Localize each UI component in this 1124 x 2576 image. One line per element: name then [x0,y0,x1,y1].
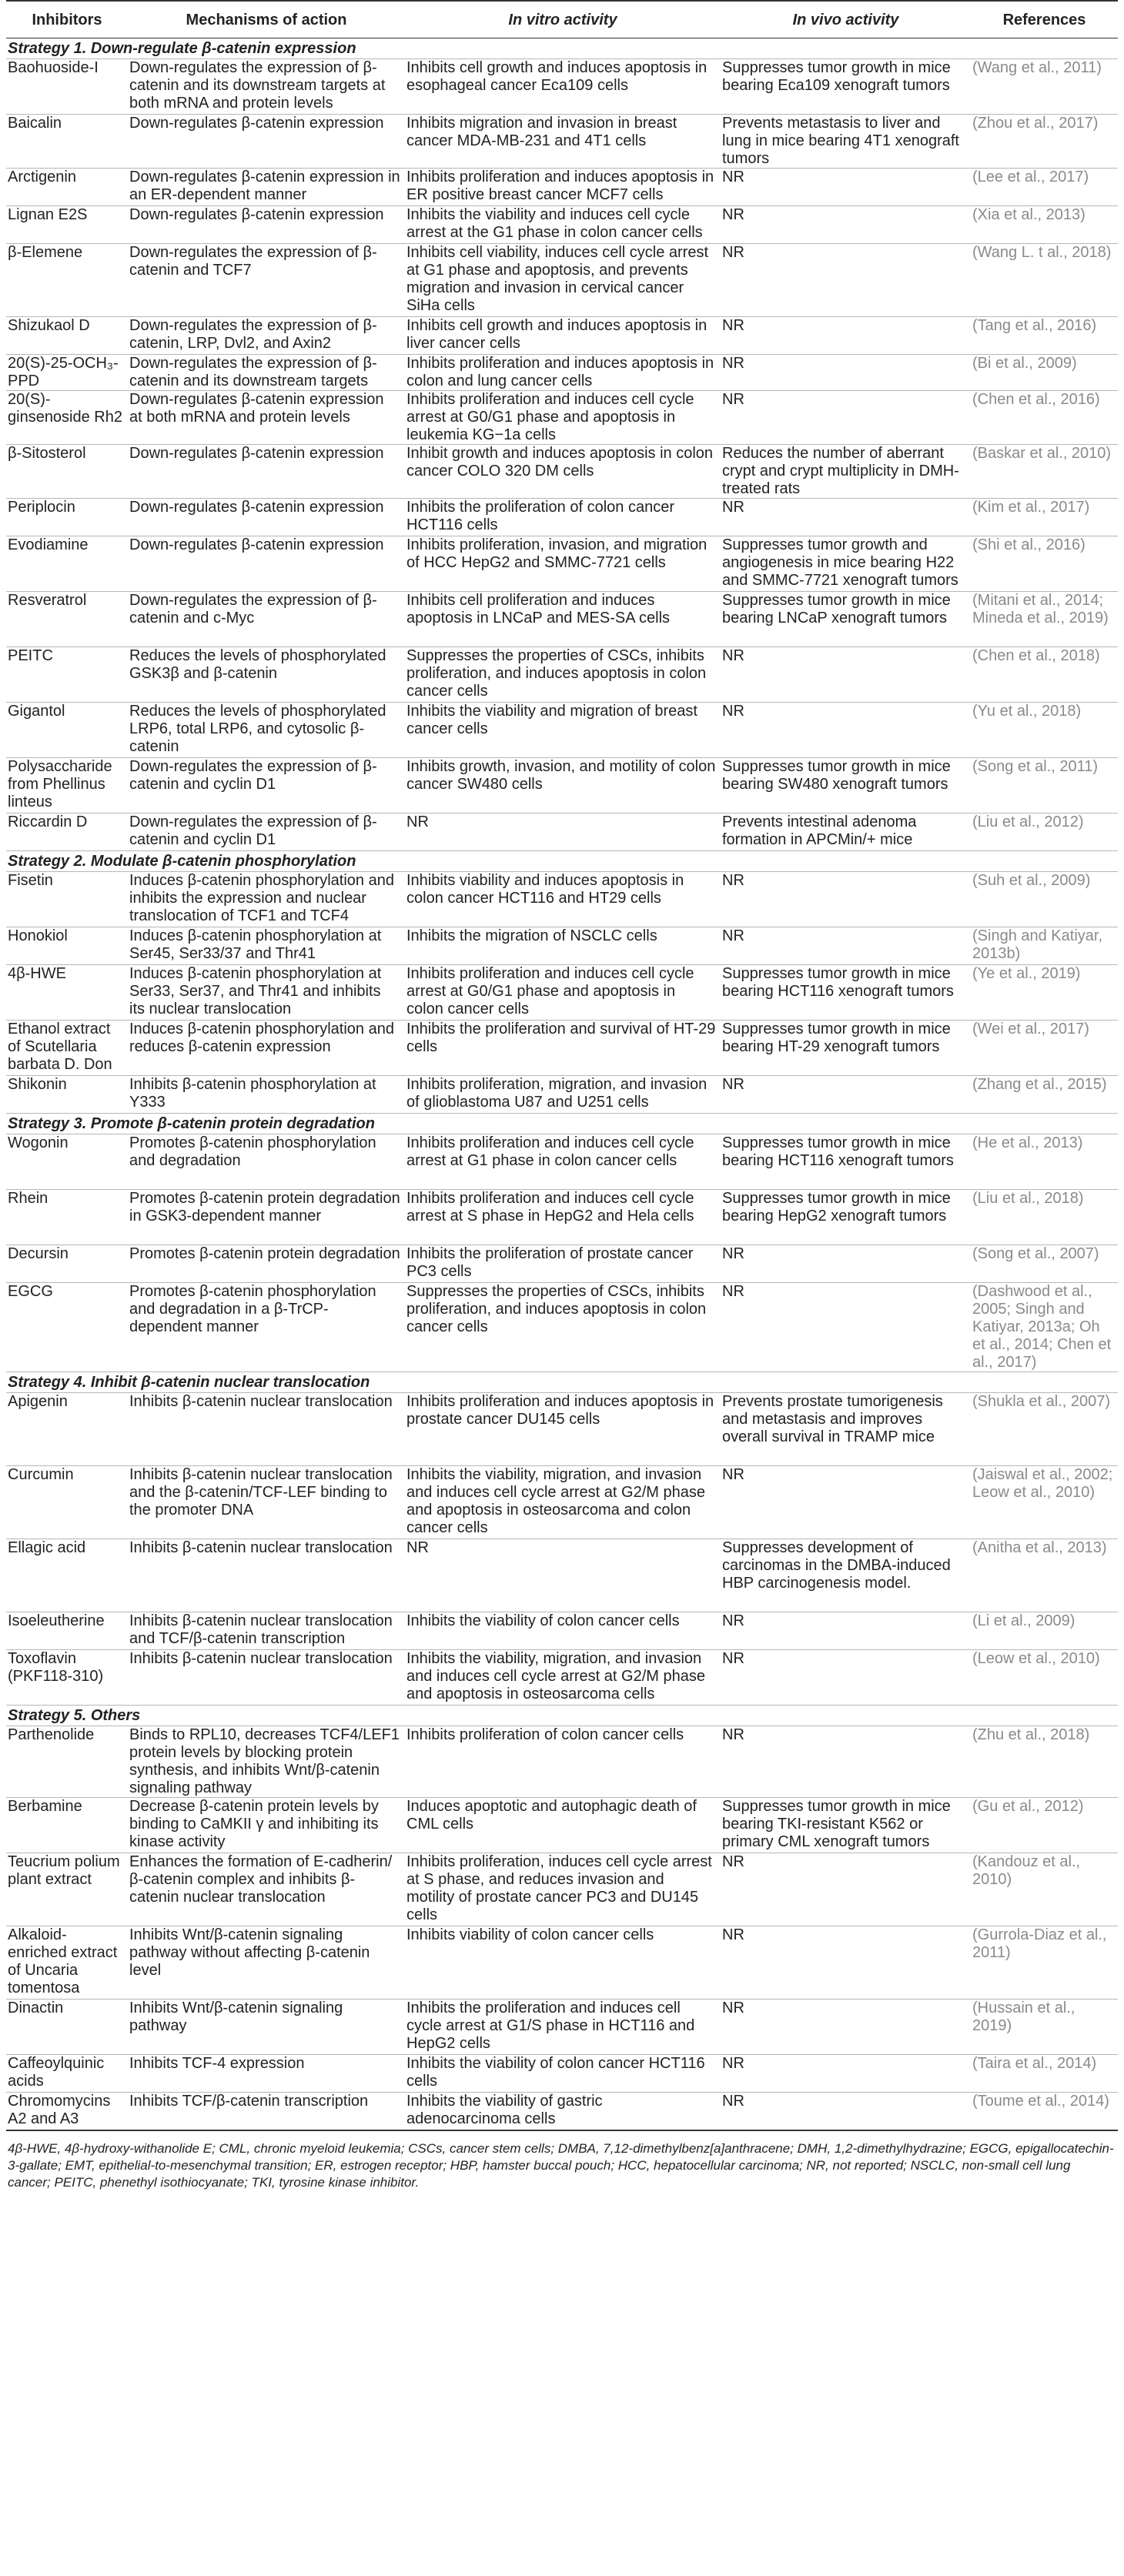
reference-cell: (Zhou et al., 2017) [971,115,1118,169]
reference-cell: (Li et al., 2009) [971,1612,1118,1650]
reference-cell: (Wang L. t al., 2018) [971,244,1118,317]
inhibitor-cell: Shikonin [6,1076,128,1114]
in-vivo-cell: Suppresses tumor growth in mice bearing Eca109 xenograft tumors [721,59,971,115]
inhibitor-cell: Baohuoside-I [6,59,128,115]
header-in-vivo: In vivo activity [721,1,971,38]
mechanism-cell: Down-regulates β-catenin expression at both mRNA and protein levels [128,391,405,445]
table-row [6,1926,1118,2000]
table-row [6,927,1118,965]
table-row [6,2000,1118,2055]
in-vivo-cell: Suppresses tumor growth in mice bearing HCT116 xenograft tumors [721,965,971,1021]
mechanism-cell: Down-regulates β-catenin expression [128,536,405,592]
in-vivo-cell: Suppresses development of carcinomas in the DMBA-induced HBP carcinogenesis model. [721,1539,971,1612]
inhibitor-cell: Chromomycins A2 and A3 [6,2093,128,2131]
header-in-vitro: In vitro activity [405,1,721,38]
inhibitor-cell: Baicalin [6,115,128,169]
inhibitor-cell: Lignan E2S [6,206,128,244]
reference-cell: (Zhu et al., 2018) [971,1726,1118,1798]
mechanism-cell: Induces β-catenin phosphorylation at Ser33, Ser37, and Thr41 and inhibits its nuclear translocation [128,965,405,1021]
header-inhibitors: Inhibitors [6,1,128,38]
in-vitro-cell: Inhibits proliferation and induces apoptosis in prostate cancer DU145 cells [405,1393,721,1466]
in-vitro-cell: Inhibits cell proliferation and induces apoptosis in LNCaP and MES-SA cells [405,592,721,647]
reference-cell: (Yu et al., 2018) [971,703,1118,758]
in-vivo-cell: NR [721,703,971,758]
in-vivo-cell: NR [721,1076,971,1114]
table-row [6,1134,1118,1190]
in-vivo-cell: NR [721,244,971,317]
table-row [6,2055,1118,2093]
inhibitor-cell: 20(S)-25-OCH₃-PPD [6,355,128,391]
in-vivo-cell: NR [721,317,971,355]
inhibitor-cell: Ethanol extract of Scutellaria barbata D. Don [6,1021,128,1076]
mechanism-cell: Inhibits Wnt/β-catenin signaling pathway [128,2000,405,2055]
table-body [6,38,1118,2131]
in-vivo-cell: NR [721,2000,971,2055]
in-vitro-cell: Inhibits the viability and migration of breast cancer cells [405,703,721,758]
mechanism-cell: Down-regulates the expression of β-catenin and its downstream targets [128,355,405,391]
in-vitro-cell: Inhibits cell growth and induces apoptosis in esophageal cancer Eca109 cells [405,59,721,115]
inhibitor-cell: Decursin [6,1245,128,1283]
reference-cell: (Chen et al., 2016) [971,391,1118,445]
inhibitor-cell: Curcumin [6,1466,128,1539]
in-vivo-cell: NR [721,391,971,445]
reference-cell: (Anitha et al., 2013) [971,1539,1118,1612]
mechanism-cell: Induces β-catenin phosphorylation and inhibits the expression and nuclear translocation of TCF1 and TCF4 [128,872,405,927]
mechanism-cell: Inhibits β-catenin nuclear translocation [128,1650,405,1706]
reference-cell: (Suh et al., 2009) [971,872,1118,927]
mechanism-cell: Enhances the formation of E-cadherin/β-catenin complex and inhibits β-catenin nuclear translocation [128,1853,405,1926]
in-vitro-cell: Inhibits growth, invasion, and motility of colon cancer SW480 cells [405,758,721,814]
strategy-heading-row [6,1372,1118,1393]
mechanism-cell: Down-regulates the expression of β-catenin and cyclin D1 [128,758,405,814]
reference-cell: (Shi et al., 2016) [971,536,1118,592]
table-row [6,391,1118,445]
table-row [6,592,1118,647]
table-row [6,872,1118,927]
reference-cell: (Wei et al., 2017) [971,1021,1118,1076]
table-row [6,59,1118,115]
reference-cell: (Song et al., 2007) [971,1245,1118,1283]
in-vivo-cell: NR [721,1612,971,1650]
mechanism-cell: Induces β-catenin phosphorylation at Ser45, Ser33/37 and Thr41 [128,927,405,965]
mechanism-cell: Inhibits TCF-4 expression [128,2055,405,2093]
table-row [6,499,1118,536]
table-row [6,1853,1118,1926]
reference-cell: (Wang et al., 2011) [971,59,1118,115]
in-vitro-cell: Inhibits the viability, migration, and invasion and induces cell cycle arrest at G2/M phase and apoptosis in osteosarcoma cells [405,1650,721,1706]
in-vitro-cell: Inhibit growth and induces apoptosis in colon cancer COLO 320 DM cells [405,445,721,499]
inhibitor-cell: Teucrium polium plant extract [6,1853,128,1926]
reference-cell: (He et al., 2013) [971,1134,1118,1190]
mechanism-cell: Promotes β-catenin protein degradation [128,1245,405,1283]
in-vitro-cell: Inhibits cell growth and induces apoptosis in liver cancer cells [405,317,721,355]
in-vitro-cell: Inhibits the proliferation and survival of HT-29 cells [405,1021,721,1076]
in-vivo-cell: NR [721,872,971,927]
mechanism-cell: Binds to RPL10, decreases TCF4/LEF1 protein levels by blocking protein synthesis, and inhibits Wnt/β-catenin signaling pathway [128,1726,405,1798]
reference-cell: (Gu et al., 2012) [971,1798,1118,1853]
inhibitor-cell: Caffeoylquinic acids [6,2055,128,2093]
inhibitor-cell: 20(S)-ginsenoside Rh2 [6,391,128,445]
mechanism-cell: Inhibits β-catenin nuclear translocation [128,1539,405,1612]
table-row [6,965,1118,1021]
reference-cell: (Kandouz et al., 2010) [971,1853,1118,1926]
strategy-heading-row [6,1114,1118,1134]
mechanism-cell: Down-regulates the expression of β-catenin, LRP, Dvl2, and Axin2 [128,317,405,355]
reference-cell: (Chen et al., 2018) [971,647,1118,703]
inhibitor-cell: Riccardin D [6,814,128,851]
reference-cell: (Gurrola-Diaz et al., 2011) [971,1926,1118,2000]
inhibitor-cell: β-Elemene [6,244,128,317]
strategy-heading: Strategy 4. Inhibit β-catenin nuclear translocation [6,1372,1118,1393]
in-vitro-cell: Inhibits the proliferation and induces cell cycle arrest at G1/S phase in HCT116 and HepG2 cells [405,2000,721,2055]
reference-cell: (Ye et al., 2019) [971,965,1118,1021]
inhibitor-cell: Ellagic acid [6,1539,128,1612]
reference-cell: (Liu et al., 2018) [971,1190,1118,1245]
in-vivo-cell: Suppresses tumor growth in mice bearing SW480 xenograft tumors [721,758,971,814]
strategy-heading: Strategy 2. Modulate β-catenin phosphorylation [6,851,1118,872]
table-row [6,647,1118,703]
table-row [6,1021,1118,1076]
in-vitro-cell: Inhibits proliferation and induces apoptosis in ER positive breast cancer MCF7 cells [405,169,721,206]
inhibitor-cell: Honokiol [6,927,128,965]
in-vivo-cell: NR [721,1283,971,1372]
in-vivo-cell: Prevents metastasis to liver and lung in mice bearing 4T1 xenograft tumors [721,115,971,169]
in-vitro-cell: Inhibits proliferation, migration, and invasion of glioblastoma U87 and U251 cells [405,1076,721,1114]
in-vivo-cell: NR [721,2055,971,2093]
in-vitro-cell: NR [405,814,721,851]
inhibitor-cell: Periplocin [6,499,128,536]
in-vivo-cell: Suppresses tumor growth in mice bearing HCT116 xenograft tumors [721,1134,971,1190]
strategy-heading-row [6,38,1118,59]
in-vivo-cell: NR [721,1926,971,2000]
mechanism-cell: Inhibits β-catenin nuclear translocation and TCF/β-catenin transcription [128,1612,405,1650]
header-mechanisms: Mechanisms of action [128,1,405,38]
mechanism-cell: Inhibits β-catenin phosphorylation at Y333 [128,1076,405,1114]
mechanism-cell: Decrease β-catenin protein levels by binding to CaMKII γ and inhibiting its kinase activity [128,1798,405,1853]
mechanism-cell: Down-regulates the expression of β-catenin and cyclin D1 [128,814,405,851]
mechanism-cell: Down-regulates β-catenin expression [128,445,405,499]
inhibitor-cell: Shizukaol D [6,317,128,355]
table-row [6,1539,1118,1612]
mechanism-cell: Inhibits TCF/β-catenin transcription [128,2093,405,2131]
table-row [6,355,1118,391]
in-vitro-cell: Inhibits the proliferation of colon cancer HCT116 cells [405,499,721,536]
in-vitro-cell: Inhibits the viability of colon cancer cells [405,1612,721,1650]
inhibitor-cell: Resveratrol [6,592,128,647]
in-vivo-cell: NR [721,1853,971,1926]
in-vivo-cell: NR [721,169,971,206]
table-row [6,1190,1118,1245]
mechanism-cell: Down-regulates β-catenin expression [128,206,405,244]
table-row [6,2093,1118,2131]
mechanism-cell: Inhibits β-catenin nuclear translocation [128,1393,405,1466]
mechanism-cell: Promotes β-catenin phosphorylation and degradation [128,1134,405,1190]
mechanism-cell: Down-regulates β-catenin expression [128,499,405,536]
table-row [6,1076,1118,1114]
in-vitro-cell: Inhibits cell viability, induces cell cycle arrest at G1 phase and apoptosis, and prevents migration and invasion in cervical cancer SiHa cells [405,244,721,317]
in-vivo-cell: NR [721,1650,971,1706]
table-row [6,115,1118,169]
in-vitro-cell: Inhibits proliferation and induces cell cycle arrest at G0/G1 phase and apoptosis in colon cancer cells [405,965,721,1021]
in-vivo-cell: NR [721,1726,971,1798]
table-row [6,1466,1118,1539]
in-vitro-cell: Inhibits proliferation and induces apoptosis in colon and lung cancer cells [405,355,721,391]
table-row [6,758,1118,814]
inhibitor-cell: Toxoflavin (PKF118-310) [6,1650,128,1706]
reference-cell: (Song et al., 2011) [971,758,1118,814]
reference-cell: (Toume et al., 2014) [971,2093,1118,2131]
in-vivo-cell: Suppresses tumor growth in mice bearing HT-29 xenograft tumors [721,1021,971,1076]
inhibitor-cell: 4β-HWE [6,965,128,1021]
table-header [6,1,1118,38]
table-row [6,1245,1118,1283]
table-row [6,244,1118,317]
in-vitro-cell: Inhibits proliferation, invasion, and migration of HCC HepG2 and SMMC-7721 cells [405,536,721,592]
table-row [6,1283,1118,1372]
in-vivo-cell: NR [721,927,971,965]
inhibitor-cell: Wogonin [6,1134,128,1190]
table-row [6,536,1118,592]
inhibitor-cell: Polysaccharide from Phellinus linteus [6,758,128,814]
in-vitro-cell: NR [405,1539,721,1612]
mechanism-cell: Down-regulates the expression of β-catenin and c-Myc [128,592,405,647]
in-vitro-cell: Inhibits the viability and induces cell cycle arrest at the G1 phase in colon cancer cells [405,206,721,244]
inhibitor-cell: Apigenin [6,1393,128,1466]
in-vivo-cell: NR [721,499,971,536]
header-references: References [971,1,1118,38]
table-row [6,814,1118,851]
strategy-heading-row [6,1706,1118,1726]
inhibitor-cell: PEITC [6,647,128,703]
strategy-heading-row [6,851,1118,872]
table-row [6,1726,1118,1798]
in-vitro-cell: Inhibits migration and invasion in breast cancer MDA-MB-231 and 4T1 cells [405,115,721,169]
inhibitor-cell: Isoeleutherine [6,1612,128,1650]
inhibitor-cell: Arctigenin [6,169,128,206]
reference-cell: (Kim et al., 2017) [971,499,1118,536]
in-vivo-cell: Reduces the number of aberrant crypt and crypt multiplicity in DMH-treated rats [721,445,971,499]
strategy-heading: Strategy 1. Down-regulate β-catenin expression [6,38,1118,59]
inhibitor-cell: Fisetin [6,872,128,927]
mechanism-cell: Down-regulates the expression of β-catenin and its downstream targets at both mRNA and protein levels [128,59,405,115]
mechanism-cell: Down-regulates β-catenin expression [128,115,405,169]
in-vitro-cell: Inhibits the viability of gastric adenocarcinoma cells [405,2093,721,2131]
reference-cell: (Bi et al., 2009) [971,355,1118,391]
in-vitro-cell: Inhibits the migration of NSCLC cells [405,927,721,965]
inhibitor-cell: Alkaloid-enriched extract of Uncaria tomentosa [6,1926,128,2000]
in-vivo-cell: Suppresses tumor growth in mice bearing LNCaP xenograft tumors [721,592,971,647]
inhibitor-cell: Gigantol [6,703,128,758]
mechanism-cell: Promotes β-catenin phosphorylation and degradation in a β-TrCP-dependent manner [128,1283,405,1372]
mechanism-cell: Down-regulates the expression of β-catenin and TCF7 [128,244,405,317]
in-vitro-cell: Inhibits proliferation, induces cell cycle arrest at S phase, and reduces invasion and motility of prostate cancer PC3 and DU145 cells [405,1853,721,1926]
strategy-heading: Strategy 5. Others [6,1706,1118,1726]
in-vitro-cell: Inhibits the proliferation of prostate cancer PC3 cells [405,1245,721,1283]
in-vitro-cell: Suppresses the properties of CSCs, inhibits proliferation, and induces apoptosis in colon cancer cells [405,647,721,703]
in-vivo-cell: Prevents prostate tumorigenesis and metastasis and improves overall survival in TRAMP mice [721,1393,971,1466]
reference-cell: (Hussain et al., 2019) [971,2000,1118,2055]
reference-cell: (Shukla et al., 2007) [971,1393,1118,1466]
table-row [6,169,1118,206]
table-row [6,1393,1118,1466]
mechanism-cell: Reduces the levels of phosphorylated GSK3β and β-catenin [128,647,405,703]
table-row [6,703,1118,758]
in-vivo-cell: Suppresses tumor growth and angiogenesis in mice bearing H22 and SMMC-7721 xenograft tumors [721,536,971,592]
in-vitro-cell: Inhibits proliferation of colon cancer cells [405,1726,721,1798]
reference-cell: (Lee et al., 2017) [971,169,1118,206]
reference-cell: (Singh and Katiyar, 2013b) [971,927,1118,965]
table-row [6,206,1118,244]
in-vivo-cell: NR [721,1245,971,1283]
in-vitro-cell: Inhibits proliferation and induces cell cycle arrest at G1 phase in colon cancer cells [405,1134,721,1190]
inhibitor-cell: β-Sitosterol [6,445,128,499]
mechanism-cell: Induces β-catenin phosphorylation and reduces β-catenin expression [128,1021,405,1076]
inhibitor-cell: Evodiamine [6,536,128,592]
in-vivo-cell: NR [721,1466,971,1539]
reference-cell: (Zhang et al., 2015) [971,1076,1118,1114]
table-row [6,317,1118,355]
reference-cell: (Dashwood et al., 2005; Singh and Katiyar, 2013a; Oh et al., 2014; Chen et al., 2017) [971,1283,1118,1372]
reference-cell: (Liu et al., 2012) [971,814,1118,851]
mechanism-cell: Promotes β-catenin protein degradation in GSK3-dependent manner [128,1190,405,1245]
in-vitro-cell: Induces apoptotic and autophagic death of CML cells [405,1798,721,1853]
in-vitro-cell: Inhibits viability of colon cancer cells [405,1926,721,2000]
strategy-heading: Strategy 3. Promote β-catenin protein degradation [6,1114,1118,1134]
reference-cell: (Xia et al., 2013) [971,206,1118,244]
inhibitor-cell: Rhein [6,1190,128,1245]
mechanism-cell: Inhibits β-catenin nuclear translocation and the β-catenin/TCF-LEF binding to the promoter DNA [128,1466,405,1539]
reference-cell: (Mitani et al., 2014; Mineda et al., 2019) [971,592,1118,647]
in-vivo-cell: Suppresses tumor growth in mice bearing HepG2 xenograft tumors [721,1190,971,1245]
in-vitro-cell: Suppresses the properties of CSCs, inhibits proliferation, and induces apoptosis in colon cancer cells [405,1283,721,1372]
table-row [6,445,1118,499]
table-row [6,1650,1118,1706]
table-row [6,1798,1118,1853]
reference-cell: (Taira et al., 2014) [971,2055,1118,2093]
in-vitro-cell: Inhibits the viability of colon cancer HCT116 cells [405,2055,721,2093]
mechanism-cell: Down-regulates β-catenin expression in an ER-dependent manner [128,169,405,206]
mechanism-cell: Inhibits Wnt/β-catenin signaling pathway without affecting β-catenin level [128,1926,405,2000]
reference-cell: (Baskar et al., 2010) [971,445,1118,499]
table-row [6,1612,1118,1650]
in-vitro-cell: Inhibits proliferation and induces cell cycle arrest at S phase in HepG2 and Hela cells [405,1190,721,1245]
in-vitro-cell: Inhibits viability and induces apoptosis in colon cancer HCT116 and HT29 cells [405,872,721,927]
inhibitor-cell: Dinactin [6,2000,128,2055]
reference-cell: (Tang et al., 2016) [971,317,1118,355]
table-footnote: 4β-HWE, 4β-hydroxy-withanolide E; CML, chronic myeloid leukemia; CSCs, cancer stem cells; DMBA, 7,12-dimethylbenz[a]anthracene; DMH, 1,2-dimethylhydrazine; EGCG, epigallocatechin-3-gallate; EMT, epithelial-to-mesenchymal transition; ER, estrogen receptor; HBP, hamster buccal pouch; HCC, hepatocellular carcinoma; NR, not reported; NSCLC, non-small cell lung cancer; PEITC, phenethyl isothiocyanate; TKI, tyrosine kinase inhibitor. [8,2141,1114,2190]
in-vivo-cell: NR [721,2093,971,2131]
inhibitors-table [6,0,1118,2131]
reference-cell: (Jaiswal et al., 2002; Leow et al., 2010) [971,1466,1118,1539]
in-vivo-cell: NR [721,647,971,703]
in-vivo-cell: NR [721,355,971,391]
mechanism-cell: Reduces the levels of phosphorylated LRP6, total LRP6, and cytosolic β-catenin [128,703,405,758]
reference-cell: (Leow et al., 2010) [971,1650,1118,1706]
inhibitor-cell: Parthenolide [6,1726,128,1798]
in-vivo-cell: Suppresses tumor growth in mice bearing TKI-resistant K562 or primary CML xenograft tumors [721,1798,971,1853]
inhibitor-cell: Berbamine [6,1798,128,1853]
in-vitro-cell: Inhibits proliferation and induces cell cycle arrest at G0/G1 phase and apoptosis in leukemia KG−1a cells [405,391,721,445]
in-vitro-cell: Inhibits the viability, migration, and invasion and induces cell cycle arrest at G2/M phase and apoptosis in osteosarcoma and colon cancer cells [405,1466,721,1539]
in-vivo-cell: Prevents intestinal adenoma formation in APCMin/+ mice [721,814,971,851]
inhibitor-cell: EGCG [6,1283,128,1372]
in-vivo-cell: NR [721,206,971,244]
